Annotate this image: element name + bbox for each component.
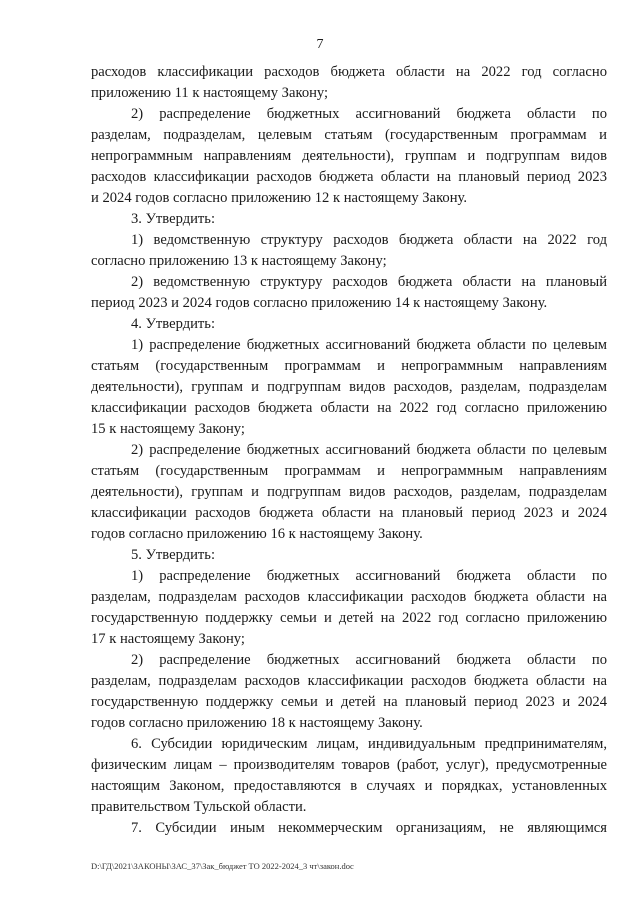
text-line: разделам, подразделам, целевым статьям (государственным программам и (91, 127, 607, 143)
text-line: классификации расходов бюджета области на 2022 год согласно приложению (91, 400, 607, 416)
text-line: 2) распределение бюджетных ассигнований бюджета области по (131, 106, 607, 122)
text-line: классификации расходов бюджета области на плановый период 2023 и 2024 (91, 505, 607, 521)
text-line: и 2024 годов согласно приложению 12 к настоящему Закону. (91, 190, 468, 206)
text-line: согласно приложению 13 к настоящему Закону; (91, 253, 387, 269)
text-line: расходов классификации расходов бюджета области на 2022 год согласно (91, 64, 607, 80)
text-line: 15 к настоящему Закону; (91, 421, 245, 437)
section-heading: 3. Утвердить: (131, 211, 216, 227)
text-line: деятельности), группам и подгруппам видов расходов, разделам, подразделам (91, 379, 607, 395)
footer-file-path: D:\ГД\2021\ЗАКОНЫ\ЗАС_37\Зак_бюджет ТО 2022-2024_3 чт\закон.doc (91, 861, 354, 871)
text-line: годов согласно приложению 18 к настоящему Закону. (91, 715, 423, 731)
text-line: период 2023 и 2024 годов согласно приложению 14 к настоящему Закону. (91, 295, 548, 311)
text-line: 2) распределение бюджетных ассигнований бюджета области по целевым (131, 442, 607, 458)
text-line: 7. Субсидии иным некоммерческим организациям, не являющимся (131, 820, 607, 836)
text-line: статьям (государственным программам и непрограммным направлениям (91, 463, 607, 479)
text-line: приложению 11 к настоящему Закону; (91, 85, 329, 101)
text-line: разделам, подразделам расходов классификации расходов бюджета области на (91, 589, 607, 605)
text-line: настоящим Законом, предоставляются в случаях и порядках, установленных (91, 778, 607, 794)
text-line: непрограммным направлениям деятельности), группам и подгруппам видов (91, 148, 607, 164)
text-line: физическим лицам – производителям товаров (работ, услуг), предусмотренные (91, 757, 607, 773)
text-line: 1) распределение бюджетных ассигнований бюджета области по (131, 568, 607, 584)
text-line: государственную поддержку семьи и детей на плановый период 2023 и 2024 (91, 694, 607, 710)
text-line: 2) распределение бюджетных ассигнований бюджета области по (131, 652, 607, 668)
text-line: 6. Субсидии юридическим лицам, индивидуальным предпринимателям, (131, 736, 607, 752)
text-line: разделам, подразделам расходов классификации расходов бюджета области на (91, 673, 607, 689)
text-line: 1) распределение бюджетных ассигнований бюджета области по целевым (131, 337, 607, 353)
text-line: 17 к настоящему Закону; (91, 631, 245, 647)
text-line: государственную поддержку семьи и детей на 2022 год согласно приложению (91, 610, 607, 626)
text-line: 1) ведомственную структуру расходов бюджета области на 2022 год (131, 232, 607, 248)
text-line: годов согласно приложению 16 к настоящему Закону. (91, 526, 423, 542)
page-number: 7 (316, 37, 324, 52)
text-line: правительством Тульской области. (91, 799, 307, 815)
section-heading: 5. Утвердить: (131, 547, 216, 563)
text-line: статьям (государственным программам и непрограммным направлениям (91, 358, 607, 374)
section-heading: 4. Утвердить: (131, 316, 216, 332)
text-line: 2) ведомственную структуру расходов бюджета области на плановый (131, 274, 607, 290)
text-line: расходов классификации расходов бюджета области на плановый период 2023 (91, 169, 607, 185)
text-line: деятельности), группам и подгруппам видов расходов, разделам, подразделам (91, 484, 607, 500)
